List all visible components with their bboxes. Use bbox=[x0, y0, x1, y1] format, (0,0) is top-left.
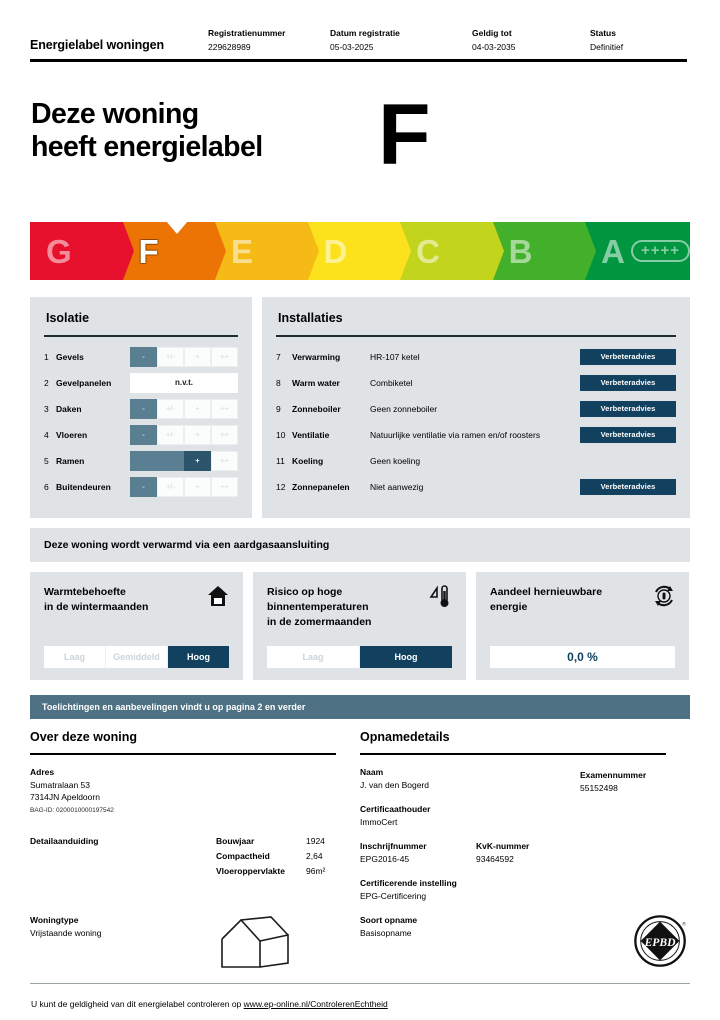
isolatie-rating-scale bbox=[130, 425, 238, 445]
svg-text:®: ® bbox=[682, 922, 686, 928]
scale-segment-a bbox=[585, 222, 690, 280]
isolatie-row-number: 5 bbox=[44, 455, 49, 466]
isolatie-rating-cell bbox=[157, 451, 184, 471]
footer-text bbox=[31, 999, 388, 1009]
installatie-row-value: Natuurlijke ventilatie via ramen en/of roosters bbox=[370, 429, 541, 440]
woningtype-value: Vrijstaande woning bbox=[30, 928, 102, 938]
scale-notch bbox=[123, 222, 134, 280]
inschrijfnummer-label: Inschrijfnummer bbox=[360, 841, 427, 851]
isolatie-rating-cell: ++ bbox=[211, 347, 238, 367]
indicator-card bbox=[476, 572, 689, 680]
indicator-option: Laag bbox=[267, 646, 360, 668]
recommendations-note-bar: Toelichtingen en aanbevelingen vindt u op pagina 2 en verder bbox=[30, 695, 690, 719]
indicator-title bbox=[490, 585, 650, 615]
isolatie-panel bbox=[30, 297, 252, 518]
meta-status bbox=[590, 28, 690, 52]
indicator-title-line: Aandeel hernieuwbare bbox=[490, 586, 603, 598]
isolatie-row-na: n.v.t. bbox=[130, 373, 238, 393]
soort-opname-label: Soort opname bbox=[360, 915, 418, 925]
detail-value: 1924 bbox=[306, 836, 325, 846]
meta-value: 05-03-2025 bbox=[330, 42, 374, 52]
epbd-logo-icon bbox=[632, 912, 690, 970]
inschrijf-kvk-row bbox=[360, 841, 666, 866]
header-divider bbox=[30, 59, 687, 62]
energy-scale-marker bbox=[166, 221, 188, 234]
bottom-columns bbox=[30, 730, 690, 971]
adres-city: 7314JN Apeldoorn bbox=[30, 792, 100, 802]
detail-key: Bouwjaar bbox=[216, 836, 255, 846]
panels-row bbox=[30, 297, 690, 518]
detailaanduiding-label: Detailaanduiding bbox=[30, 836, 99, 846]
isolatie-panel-title: Isolatie bbox=[46, 311, 90, 325]
indicator-title-line: Warmtebehoefte bbox=[44, 586, 126, 598]
installatie-row-value: Geen zonneboiler bbox=[370, 403, 438, 414]
naam-value: J. van den Bogerd bbox=[360, 780, 429, 790]
installatie-row-number: 8 bbox=[276, 377, 281, 388]
scale-letter: B bbox=[508, 232, 533, 270]
indicator-title-line: Risico op hoge bbox=[267, 586, 343, 598]
detail-line bbox=[216, 851, 336, 861]
page-title bbox=[31, 98, 263, 164]
installaties-rows bbox=[276, 346, 676, 497]
isolatie-rating-cell: + bbox=[184, 399, 211, 419]
kvk-value: 93464592 bbox=[476, 854, 514, 864]
section-title: Over deze woning bbox=[30, 730, 137, 744]
scale-letter: C bbox=[416, 232, 440, 270]
indicator-title-line: energie bbox=[490, 601, 528, 613]
detail-key: Compactheid bbox=[216, 851, 270, 861]
indicator-title-line: in de wintermaanden bbox=[44, 601, 149, 613]
meta-geldig-tot bbox=[472, 28, 590, 52]
woningtype-row bbox=[30, 915, 336, 971]
isolatie-row-number: 6 bbox=[44, 481, 49, 492]
indicator-card bbox=[30, 572, 243, 680]
meta-value: 229628989 bbox=[208, 42, 251, 52]
scale-notch bbox=[215, 222, 226, 280]
examennummer-label: Examennummer bbox=[580, 770, 647, 780]
isolatie-row-number: 2 bbox=[44, 377, 49, 388]
isolatie-rating-scale bbox=[130, 451, 238, 471]
indicator-value: 0,0 % bbox=[490, 646, 675, 668]
installatie-row-value: Geen koeling bbox=[370, 455, 421, 466]
meta-label: Geldig tot bbox=[472, 28, 512, 38]
section-title: Opnamedetails bbox=[360, 730, 450, 744]
footer-link[interactable]: www.ep-online.nl/ControlerenEchtheid bbox=[243, 999, 388, 1009]
installatie-row-value: Combiketel bbox=[370, 377, 413, 388]
installatie-row-label: Zonnepanelen bbox=[292, 481, 350, 492]
scale-letter: F bbox=[138, 232, 159, 270]
indicator-segments bbox=[267, 646, 452, 668]
scale-letter: A bbox=[601, 232, 625, 270]
panel-divider bbox=[276, 335, 676, 337]
verbeteradvies-button[interactable]: Verbeteradvies bbox=[580, 427, 676, 443]
energy-label-letter: F bbox=[378, 87, 429, 183]
detail-value: 96m² bbox=[306, 866, 326, 876]
certificerende-instelling-value: EPG-Certificering bbox=[360, 891, 427, 901]
page-title-line-1: Deze woning bbox=[31, 98, 199, 130]
woningtype-label: Woningtype bbox=[30, 915, 79, 925]
isolatie-row bbox=[44, 476, 238, 497]
thermometer-icon bbox=[428, 583, 454, 609]
meta-label: Datum registratie bbox=[330, 28, 400, 38]
isolatie-rating-cell: - bbox=[130, 399, 157, 419]
scale-segment-c bbox=[400, 222, 493, 280]
isolatie-rating-cell: - bbox=[130, 347, 157, 367]
scale-segment-g bbox=[30, 222, 123, 280]
meta-value: Definitief bbox=[590, 42, 624, 52]
isolatie-row bbox=[44, 450, 238, 471]
isolatie-rating-cell: + bbox=[184, 451, 211, 471]
examennummer-value: 55152498 bbox=[580, 783, 618, 793]
isolatie-rating-cell: - bbox=[130, 477, 157, 497]
indicator-option: Hoog bbox=[168, 646, 229, 668]
installatie-row-label: Zonneboiler bbox=[292, 403, 341, 414]
isolatie-row bbox=[44, 346, 238, 367]
scale-notch bbox=[493, 222, 504, 280]
header-meta-group bbox=[208, 28, 690, 52]
installatie-row-number: 11 bbox=[276, 455, 285, 466]
certificaathouder-label: Certificaathouder bbox=[360, 804, 431, 814]
woningtype-block bbox=[30, 915, 216, 971]
installatie-row bbox=[276, 476, 676, 497]
isolatie-row bbox=[44, 372, 238, 393]
adres-label: Adres bbox=[30, 767, 55, 777]
installaties-panel bbox=[262, 297, 690, 518]
meta-label: Registratienummer bbox=[208, 28, 286, 38]
isolatie-rating-cell: ++ bbox=[211, 477, 238, 497]
kvk-block bbox=[476, 841, 529, 866]
isolatie-row bbox=[44, 398, 238, 419]
installatie-row-label: Koeling bbox=[292, 455, 324, 466]
scale-notch bbox=[308, 222, 319, 280]
isolatie-rating-cell: ++ bbox=[211, 425, 238, 445]
installatie-row-label: Warm water bbox=[292, 377, 340, 388]
isolatie-rating-cell: + bbox=[184, 425, 211, 445]
meta-label: Status bbox=[590, 28, 616, 38]
isolatie-row-label: Ramen bbox=[56, 455, 85, 466]
isolatie-rating-cell: ++ bbox=[211, 399, 238, 419]
installatie-row-value: HR-107 ketel bbox=[370, 351, 420, 362]
isolatie-rating-cell: +/- bbox=[157, 477, 184, 497]
isolatie-rating-scale bbox=[130, 347, 238, 367]
installatie-row-number: 10 bbox=[276, 429, 286, 440]
epbd-logo-text: EPBD bbox=[644, 935, 676, 949]
energy-scale-segments bbox=[30, 222, 690, 280]
opnamedetails-section bbox=[360, 730, 690, 971]
verbeteradvies-button[interactable]: Verbeteradvies bbox=[580, 401, 676, 417]
inschrijfnummer-value: EPG2016-45 bbox=[360, 854, 410, 864]
installatie-row bbox=[276, 450, 676, 471]
section-divider bbox=[30, 753, 336, 755]
indicator-option: Gemiddeld bbox=[106, 646, 168, 668]
installatie-row-number: 12 bbox=[276, 481, 286, 492]
isolatie-rating-cell: ++ bbox=[211, 451, 238, 471]
installatie-row-number: 9 bbox=[276, 403, 281, 414]
isolatie-row-number: 3 bbox=[44, 403, 49, 414]
bag-id: BAG-ID: 0200010000197542 bbox=[30, 807, 114, 814]
installatie-row-number: 7 bbox=[276, 351, 281, 362]
footer-prefix: U kunt de geldigheid van dit energielabel controleren op bbox=[31, 999, 244, 1009]
verbeteradvies-button[interactable]: Verbeteradvies bbox=[580, 479, 676, 495]
isolatie-rating-cell: +/- bbox=[157, 399, 184, 419]
isolatie-row-number: 4 bbox=[44, 429, 49, 440]
header-title: Energielabel woningen bbox=[30, 38, 165, 52]
naam-label: Naam bbox=[360, 767, 384, 777]
indicator-segments bbox=[44, 646, 229, 668]
gas-connection-bar: Deze woning wordt verwarmd via een aardgasaansluiting bbox=[30, 528, 690, 562]
scale-notch bbox=[585, 222, 596, 280]
renewable-icon bbox=[651, 583, 677, 609]
isolatie-row-label: Gevelpanelen bbox=[56, 377, 112, 388]
isolatie-rows bbox=[44, 346, 238, 497]
detail-line bbox=[216, 866, 336, 876]
over-deze-woning-section bbox=[30, 730, 360, 971]
document-header bbox=[30, 28, 690, 62]
scale-segment-b bbox=[493, 222, 586, 280]
isolatie-rating-scale bbox=[130, 399, 238, 419]
detail-line bbox=[216, 836, 336, 846]
scale-plus-badge: ++++ bbox=[631, 240, 690, 262]
isolatie-row-number: 1 bbox=[44, 351, 49, 362]
indicator-title bbox=[267, 585, 427, 630]
isolatie-rating-scale bbox=[130, 477, 238, 497]
isolatie-rating-cell: +/- bbox=[157, 347, 184, 367]
isolatie-row bbox=[44, 424, 238, 445]
meta-value: 04-03-2035 bbox=[472, 42, 516, 52]
certificerende-instelling-label: Certificerende instelling bbox=[360, 878, 457, 888]
installatie-row bbox=[276, 372, 676, 393]
isolatie-rating-cell: +/- bbox=[157, 425, 184, 445]
indicator-title bbox=[44, 585, 204, 615]
indicator-title-line: binnentemperaturen bbox=[267, 601, 369, 613]
detailaanduiding-row bbox=[30, 836, 336, 881]
detail-value: 2,64 bbox=[306, 851, 323, 861]
examennummer-block bbox=[580, 770, 690, 795]
isolatie-row-label: Gevels bbox=[56, 351, 84, 362]
panel-divider bbox=[44, 335, 238, 337]
indicator-title-line: in de zomermaanden bbox=[267, 616, 372, 628]
isolatie-row-label: Daken bbox=[56, 403, 82, 414]
certificaathouder-value: ImmoCert bbox=[360, 817, 398, 827]
meta-datum-registratie bbox=[330, 28, 472, 52]
indicators-row bbox=[30, 572, 690, 680]
scale-segment-e bbox=[215, 222, 308, 280]
detail-key: Vloeroppervlakte bbox=[216, 866, 285, 876]
page-title-line-2: heeft energielabel bbox=[31, 131, 263, 163]
isolatie-rating-cell: + bbox=[184, 347, 211, 367]
scale-letter: D bbox=[323, 232, 348, 270]
scale-notch bbox=[400, 222, 411, 280]
indicator-option: Hoog bbox=[360, 646, 452, 668]
meta-registratienummer bbox=[208, 28, 330, 52]
energy-scale bbox=[30, 222, 690, 280]
inschrijfnummer-block bbox=[360, 841, 476, 866]
installatie-row bbox=[276, 424, 676, 445]
adres-street: Sumatralaan 53 bbox=[30, 780, 91, 790]
installaties-panel-title: Installaties bbox=[278, 311, 343, 325]
isolatie-row-label: Buitendeuren bbox=[56, 481, 111, 492]
house-heat-icon bbox=[205, 583, 231, 609]
scale-letter: E bbox=[231, 232, 254, 270]
indicator-option: Laag bbox=[44, 646, 106, 668]
isolatie-rating-cell: + bbox=[184, 477, 211, 497]
installatie-row-label: Verwarming bbox=[292, 351, 341, 362]
installatie-row-value: Niet aanwezig bbox=[370, 481, 424, 492]
scale-letter: G bbox=[46, 232, 72, 270]
installatie-row-label: Ventilatie bbox=[292, 429, 330, 440]
footer-divider bbox=[30, 983, 690, 984]
isolatie-row-label: Vloeren bbox=[56, 429, 88, 440]
detailaanduiding-table bbox=[216, 836, 336, 881]
section-divider bbox=[360, 753, 666, 755]
verbeteradvies-button[interactable]: Verbeteradvies bbox=[580, 349, 676, 365]
verbeteradvies-button[interactable]: Verbeteradvies bbox=[580, 375, 676, 391]
kvk-label: KvK-nummer bbox=[476, 841, 530, 851]
scale-segment-d bbox=[308, 222, 401, 280]
installatie-row bbox=[276, 346, 676, 367]
house-illustration-icon bbox=[216, 915, 296, 971]
soort-opname-value: Basisopname bbox=[360, 928, 412, 938]
isolatie-rating-cell bbox=[130, 451, 157, 471]
isolatie-rating-cell: - bbox=[130, 425, 157, 445]
indicator-card bbox=[253, 572, 466, 680]
installatie-row bbox=[276, 398, 676, 419]
